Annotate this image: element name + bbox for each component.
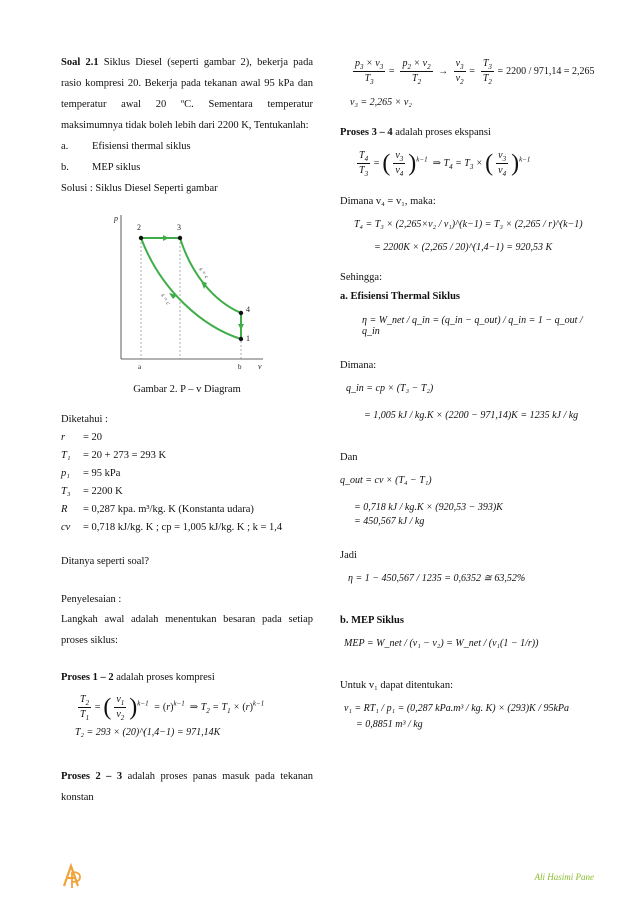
dan-text: Dan (340, 452, 358, 463)
process-3-4 (180, 238, 241, 313)
pv-diagram (113, 211, 273, 371)
curve-label-3-4: s = c (197, 266, 210, 281)
penyelesaian-title: Penyelesaian : (61, 594, 122, 605)
point-label-3: 3 (177, 223, 181, 232)
proses-2-3: Proses 2 – 3 adalah proses panas masuk pada tekanan konstan (61, 771, 313, 803)
problem-statement: Soal 2.1 Siklus Diesel (seperti gambar 2), bekerja pada rasio kompresi 20. Bekerja pada tekanan awal 95 kPa dan temperatur awal 20 ºC. Sementara temperatur maksimumnya tidak boleh lebih dari 2200 K, Tentukanlah: (61, 57, 313, 131)
arrow-4-1 (238, 324, 244, 330)
proses-3-4: Proses 3 – 4 adalah proses ekspansi (340, 127, 491, 138)
known-p1: p₁ = 95 kPa (61, 468, 121, 479)
process-1-2 (141, 238, 241, 339)
dimana-text: Dimana: (340, 360, 377, 371)
right-column (340, 58, 602, 736)
eta-equation: η = W_net / q_in = (q_in − q_out) / q_in = 1 − q_out / q_in (362, 315, 583, 337)
proses-1-2: Proses 1 – 2 adalah proses kompresi (61, 672, 215, 683)
qout-value-1: = 0,718 kJ / kg.K × (920,53 − 393)K (354, 502, 503, 513)
mep-equation: MEP = W_net / (v₁ − v₂) = W_net / (v₁(1 − 1/r)) (344, 638, 539, 649)
tick-label-a: a (138, 363, 142, 371)
v1-equation: v₁ = RT₁ / p₁ = (0,287 kPa.m³ / kg. K) × (293)K / 95kPa (344, 703, 570, 714)
point-3 (178, 236, 182, 240)
qin-equation: q_in = cp × (T₃ − T₂) (346, 383, 434, 394)
known-r: r = 20 (61, 432, 103, 443)
left-column (61, 52, 313, 808)
eq-3-4-ratio: $\frac{T_4}{T_3}$ = ( $\frac{v_3}{v_4}$ )$^{k-1}$ ⇒ $T_4 = T_3$ × ( $\frac{v_3}{v_4}$ )$^{k-1}$ (359, 150, 531, 178)
figure-caption: Gambar 2. P – v Diagram (133, 384, 241, 395)
known-r-gas: R = 0,287 kpa. m³/kg. K (Konstanta udara) (61, 504, 254, 515)
problem-label: Soal 2.1 (61, 57, 99, 68)
axis-label-v: v (258, 362, 262, 371)
eq-2-3-value: 2200 / 971,14 = 2,265 (506, 65, 595, 77)
footer-author: Ali Hasimi Pane (534, 872, 594, 882)
tick-label-b: b (238, 363, 242, 371)
eq-2-3-ratio: $\frac{p_3 \times v_3}{T_3}$ = $\frac{p_2 \times v_2}{T_2}$ → $\frac{v_3}{v_2}$ = $\frac{T_3}{T_2}$ = 2200 / 971,14 = 2,265 (355, 58, 595, 86)
point-label-1: 1 (246, 334, 250, 343)
untuk-v1-text: Untuk v₁ dapat ditentukan: (340, 680, 454, 691)
known-t3: T₃ = 2200 K (61, 486, 123, 497)
eq-3-4-line2: = 2200K × (2,265 / 20)^(1,4−1) = 920,53 K (374, 242, 553, 253)
qout-equation: q_out = cv × (T₄ − T₁) (340, 475, 432, 486)
qout-value-2: = 450,567 kJ / kg (354, 516, 425, 527)
ditanya-text: Ditanya seperti soal? (61, 556, 150, 567)
qin-value: = 1,005 kJ / kg.K × (2200 − 971,14)K = 1235 kJ / kg (364, 410, 579, 421)
curve-label-1-2: s = c (159, 292, 171, 307)
footer-logo (61, 862, 83, 893)
efisiensi-title: a. Efisiensi Thermal Siklus (340, 291, 461, 302)
sehingga-text: Sehingga: (340, 272, 382, 283)
penyelesaian-text: Langkah awal adalah menentukan besaran pada setiap proses siklus: (61, 614, 313, 646)
list-item-b: b. MEP siklus (61, 162, 141, 173)
eq-2-3-result: v₃ = 2,265 × v₂ (350, 97, 412, 108)
eq-1-2-ratio: $\frac{T_2}{T_1}$ = ( $\frac{v_1}{v_2}$ )$^{k-1} = (r)^{k-1}$ ⇒ $T_2 = T_1 \times (r)^{k-1}$ (80, 694, 265, 722)
mep-title: b. MEP Siklus (340, 615, 404, 626)
diketahui-title: Diketahui : (61, 414, 108, 425)
point-4 (239, 311, 243, 315)
known-t1: T₁ = 20 + 273 = 293 K (61, 450, 167, 461)
jadi-text: Jadi (340, 550, 357, 561)
ahp-logo-icon (61, 862, 83, 890)
eta-result: η = 1 − 450,567 / 1235 = 0,6352 ≅ 63,52% (348, 573, 526, 584)
point-1 (239, 337, 243, 341)
known-cv: cv = 0,718 kJ/kg. K ; cp = 1,005 kJ/kg. K ; k = 1,4 (61, 522, 283, 533)
solusi-text: Solusi : Siklus Diesel Seperti gambar (61, 183, 218, 194)
list-item-a: a. Efisiensi thermal siklus (61, 141, 191, 152)
point-label-4: 4 (246, 305, 250, 314)
eq-1-2-result: T₂ = 293 × (20)^(1,4−1) = 971,14K (75, 727, 221, 738)
dimana-v-text: Dimana v₄ = v₁, maka: (340, 196, 436, 207)
eq-3-4-line1: T₄ = T₃ × (2,265×v₂ / v₁)^(k−1) = T₃ × (2,265 / r)^(k−1) (354, 219, 583, 230)
pv-diagram-svg (113, 211, 273, 371)
point-2 (139, 236, 143, 240)
arrow-2-3 (163, 235, 169, 241)
v1-value: = 0,8851 m³ / kg (356, 719, 423, 730)
point-label-2: 2 (137, 223, 141, 232)
axis-label-p: p (114, 214, 118, 223)
